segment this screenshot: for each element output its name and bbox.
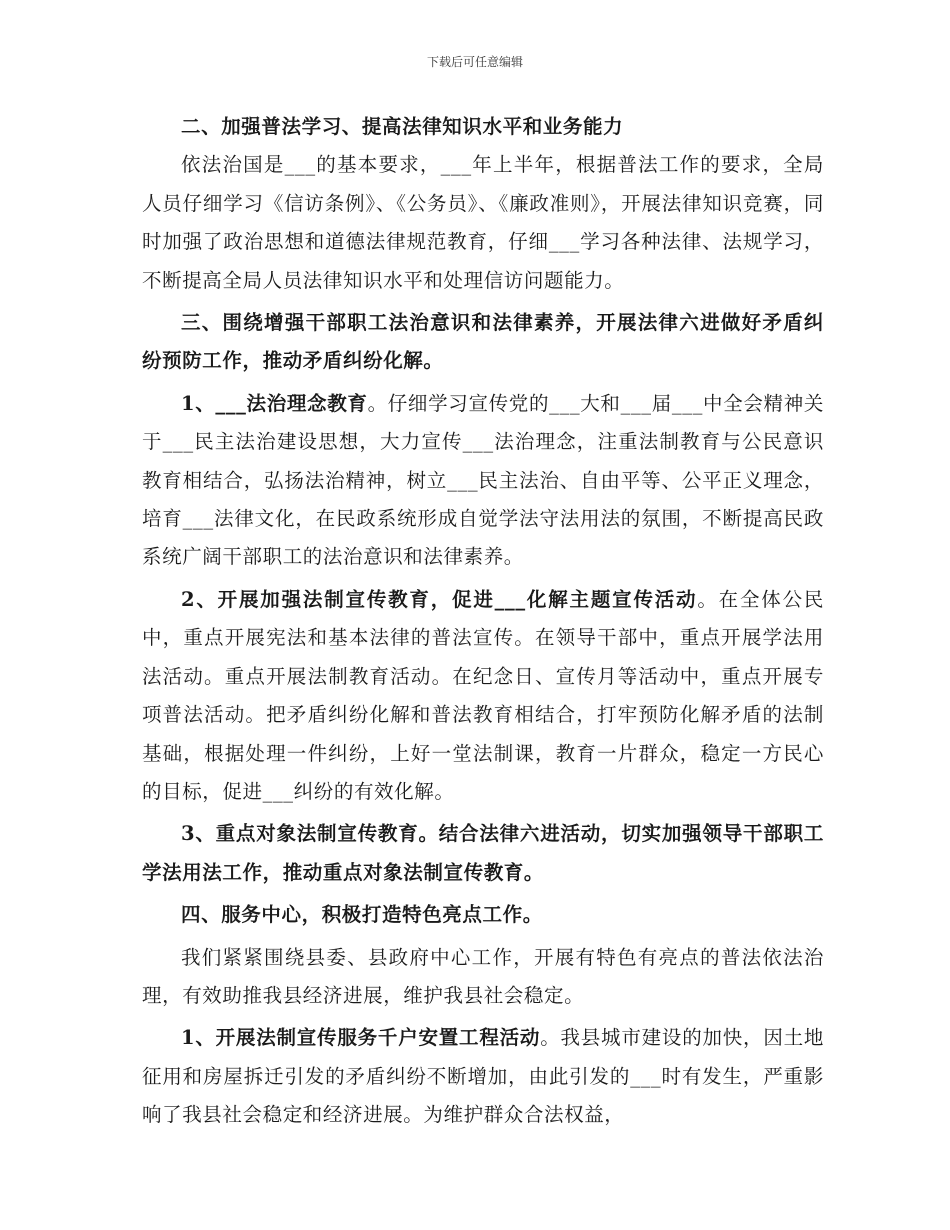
item-2-text: 。在全体公民中，重点开展宪法和基本法律的普法宣传。在领导干部中，重点开展学法用法活动。重点开展法制教育活动。在纪念日、宣传月等活动中，重点开展专项普法活动。把矛盾纠纷化解和普法教育相结合，打牢预防化解矛盾的法制基础，根据处理一件纠纷，上好一堂法制课，教育一片群众，稳定一方民心的目标，促进___纠纷的有效化解。 (142, 587, 824, 803)
paragraph-law-study: 依法治国是___的基本要求，___年上半年，根据普法工作的要求，全局人员仔细学习《信访条例》、《公务员》、《廉政准则》，开展法律知识竞赛，同时加强了政治思想和道德法律规范教育，仔细___学习各种法律、法规学习，不断提高全局人员法律知识水平和处理信访问题能力。 (142, 153, 824, 292)
section-heading-4: 四、服务中心，积极打造特色亮点工作。 (181, 903, 543, 927)
page-header-note: 下载后可任意编辑 (426, 55, 523, 69)
section-heading-3: 三、围绕增强干部职工法治意识和法律素养，开展法律六进做好矛盾纠纷预防工作，推动矛盾纠纷化解。 (142, 311, 824, 373)
item-4-text: 。我县城市建设的加快，因土地征用和房屋拆迁引发的矛盾纠纷不断增加，由此引发的___时有发生，严重影响了我县社会稳定和经济进展。为维护群众合法权益， (142, 1026, 825, 1127)
item-key-targets: 3、重点对象法制宣传教育。结合法律六进活动，切实加强领导干部职工学法用法工作，推动重点对象法制宣传教育。 (142, 822, 824, 884)
paragraph-service-center: 我们紧紧围绕县委、县政府中心工作，开展有特色有亮点的普法依法治理，有效助推我县经济进展，维护我县社会稳定。 (142, 945, 824, 1007)
item-publicity-campaign (142, 581, 824, 811)
item-1-lead: 1、___法治理念教育 (181, 391, 368, 415)
document-body (142, 108, 824, 1135)
item-rule-of-law-education (142, 385, 824, 577)
item-4-lead: 1、开展法制宣传服务千户安置工程活动 (181, 1026, 541, 1050)
item-2-lead: 2、开展加强法制宣传教育，促进___化解主题宣传活动 (181, 587, 698, 611)
section-heading-2: 二、加强普法学习、提高法律知识水平和业务能力 (181, 115, 624, 138)
item-1-text: 。仔细学习宣传党的___大和___届___中全会精神关于___民主法治建设思想，大力宣传___法治理念，注重法制教育与公民意识教育相结合，弘扬法治精神，树立___民主法治、自由平等、公平正义理念，培育___法律文化，在民政系统形成自觉学法守法用法的氛围，不断提高民政系统广阔干部职工的法治意识和法律素养。 (142, 391, 824, 569)
item-resettlement-project (142, 1019, 824, 1134)
